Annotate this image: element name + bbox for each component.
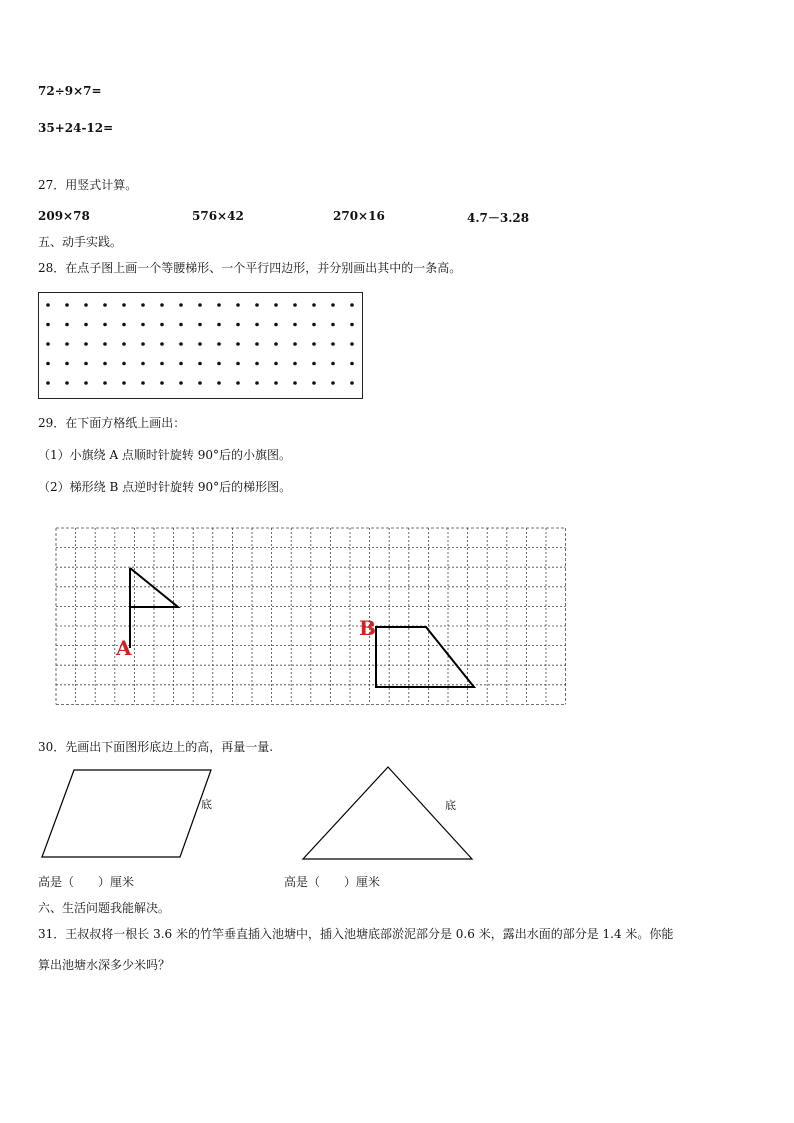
grid-dot[interactable] (122, 381, 126, 385)
grid-dot[interactable] (274, 362, 278, 366)
grid-dot[interactable] (160, 362, 164, 366)
grid-dot[interactable] (312, 381, 316, 385)
parallelogram (42, 770, 211, 857)
grid-dot[interactable] (122, 323, 126, 327)
grid-dot[interactable] (103, 342, 107, 346)
grid-dot[interactable] (46, 362, 50, 366)
point-a-label: A (116, 636, 132, 660)
grid-dot[interactable] (236, 303, 240, 307)
grid-dot[interactable] (84, 342, 88, 346)
grid-dot[interactable] (141, 381, 145, 385)
grid-dot[interactable] (141, 342, 145, 346)
q28-title: 28．在点子图上画一个等腰梯形、一个平行四边形，并分别画出其中的一条高。 (38, 261, 462, 275)
grid-dot[interactable] (274, 381, 278, 385)
grid-dot[interactable] (236, 362, 240, 366)
grid-dot[interactable] (198, 303, 202, 307)
grid-dot[interactable] (141, 362, 145, 366)
grid-dot[interactable] (84, 362, 88, 366)
grid-dot[interactable] (331, 342, 335, 346)
q27-title: 27．用竖式计算。 (38, 178, 138, 192)
grid-dot[interactable] (198, 362, 202, 366)
grid-dot[interactable] (84, 323, 88, 327)
grid-dot[interactable] (236, 342, 240, 346)
grid-dot[interactable] (179, 362, 183, 366)
trapezoid (376, 627, 474, 687)
expression-1: 72÷9×7= (38, 84, 102, 98)
q30-answer-2[interactable]: 高是（ ）厘米 (284, 875, 381, 889)
q27-item-2: 576×42 (192, 209, 244, 223)
grid-dot[interactable] (84, 381, 88, 385)
grid-dot[interactable] (331, 362, 335, 366)
grid-dot[interactable] (350, 342, 354, 346)
triangle-base-label: 底 (445, 799, 456, 812)
section-6-heading: 六、生活问题我能解决。 (38, 901, 171, 915)
q30-answer-1[interactable]: 高是（ ）厘米 (38, 875, 135, 889)
grid-dot[interactable] (293, 323, 297, 327)
grid-dot[interactable] (293, 362, 297, 366)
q30-title: 30．先画出下面图形底边上的高，再量一量. (38, 740, 274, 754)
grid-dot[interactable] (46, 381, 50, 385)
grid-dot[interactable] (217, 303, 221, 307)
grid-dot[interactable] (293, 381, 297, 385)
grid-dot[interactable] (274, 323, 278, 327)
grid-dot[interactable] (46, 323, 50, 327)
grid-dot[interactable] (141, 323, 145, 327)
grid-dot[interactable] (179, 303, 183, 307)
grid-dot[interactable] (141, 303, 145, 307)
grid-dot[interactable] (198, 381, 202, 385)
grid-dot[interactable] (65, 381, 69, 385)
section-5-heading: 五、动手实践。 (38, 235, 123, 249)
q31-line1: 31．王叔叔将一根长 3.6 米的竹竿垂直插入池塘中，插入池塘底部淤泥部分是 0.6 米，露出水面的部分是 1.4 米。你能 (38, 927, 674, 941)
grid-paper[interactable] (56, 528, 568, 708)
grid-dot[interactable] (312, 342, 316, 346)
q29-title: 29．在下面方格纸上画出： (38, 416, 186, 430)
grid-dot[interactable] (46, 342, 50, 346)
grid-dot[interactable] (255, 362, 259, 366)
dot-grid[interactable] (38, 292, 363, 399)
grid-dot[interactable] (217, 342, 221, 346)
grid-dot[interactable] (255, 303, 259, 307)
grid-dot[interactable] (255, 342, 259, 346)
grid-dot[interactable] (312, 362, 316, 366)
grid-lines (56, 528, 566, 704)
triangle-figure[interactable] (300, 765, 480, 865)
grid-dot[interactable] (331, 381, 335, 385)
grid-dot[interactable] (350, 303, 354, 307)
grid-dot[interactable] (331, 303, 335, 307)
grid-dot[interactable] (46, 303, 50, 307)
q27-item-3: 270×16 (333, 209, 385, 223)
grid-dot[interactable] (198, 323, 202, 327)
q29-sub1: （1）小旗绕 A 点顺时针旋转 90°后的小旗图。 (38, 448, 292, 462)
grid-dot[interactable] (350, 362, 354, 366)
grid-dot[interactable] (103, 362, 107, 366)
grid-dot[interactable] (293, 303, 297, 307)
point-b-label: B (359, 616, 376, 640)
grid-dot[interactable] (217, 323, 221, 327)
grid-dot[interactable] (236, 323, 240, 327)
grid-dot[interactable] (217, 362, 221, 366)
grid-dot[interactable] (122, 342, 126, 346)
triangle (303, 767, 472, 859)
grid-dot[interactable] (331, 323, 335, 327)
grid-dot[interactable] (312, 323, 316, 327)
grid-dot[interactable] (160, 381, 164, 385)
grid-dot[interactable] (198, 342, 202, 346)
grid-dot[interactable] (274, 303, 278, 307)
grid-dot[interactable] (179, 381, 183, 385)
grid-dot[interactable] (65, 362, 69, 366)
grid-dot[interactable] (160, 342, 164, 346)
expression-2: 35+24-12= (38, 121, 114, 135)
grid-dot[interactable] (160, 323, 164, 327)
grid-dot[interactable] (293, 342, 297, 346)
grid-dot[interactable] (160, 303, 164, 307)
parallelogram-base-label: 底 (201, 798, 212, 811)
grid-dot[interactable] (122, 362, 126, 366)
grid-dot[interactable] (65, 303, 69, 307)
grid-dot[interactable] (179, 342, 183, 346)
grid-dot[interactable] (103, 323, 107, 327)
parallelogram-figure[interactable] (38, 765, 218, 865)
q27-item-4: 4.7－3.28 (467, 211, 530, 225)
q29-sub2: （2）梯形绕 B 点逆时针旋转 90°后的梯形图。 (38, 480, 292, 494)
grid-dot[interactable] (103, 381, 107, 385)
grid-dot[interactable] (179, 323, 183, 327)
grid-dot[interactable] (236, 381, 240, 385)
grid-dot[interactable] (312, 303, 316, 307)
grid-dot[interactable] (103, 303, 107, 307)
grid-dot[interactable] (274, 342, 278, 346)
grid-dot[interactable] (255, 381, 259, 385)
grid-dot[interactable] (255, 323, 259, 327)
grid-dot[interactable] (350, 323, 354, 327)
q27-item-1: 209×78 (38, 209, 90, 223)
grid-dot[interactable] (122, 303, 126, 307)
q31-line2: 算出池塘水深多少米吗？ (38, 958, 171, 972)
grid-dot[interactable] (65, 323, 69, 327)
grid-dot[interactable] (350, 381, 354, 385)
grid-dot[interactable] (217, 381, 221, 385)
grid-dot[interactable] (84, 303, 88, 307)
grid-dot[interactable] (65, 342, 69, 346)
